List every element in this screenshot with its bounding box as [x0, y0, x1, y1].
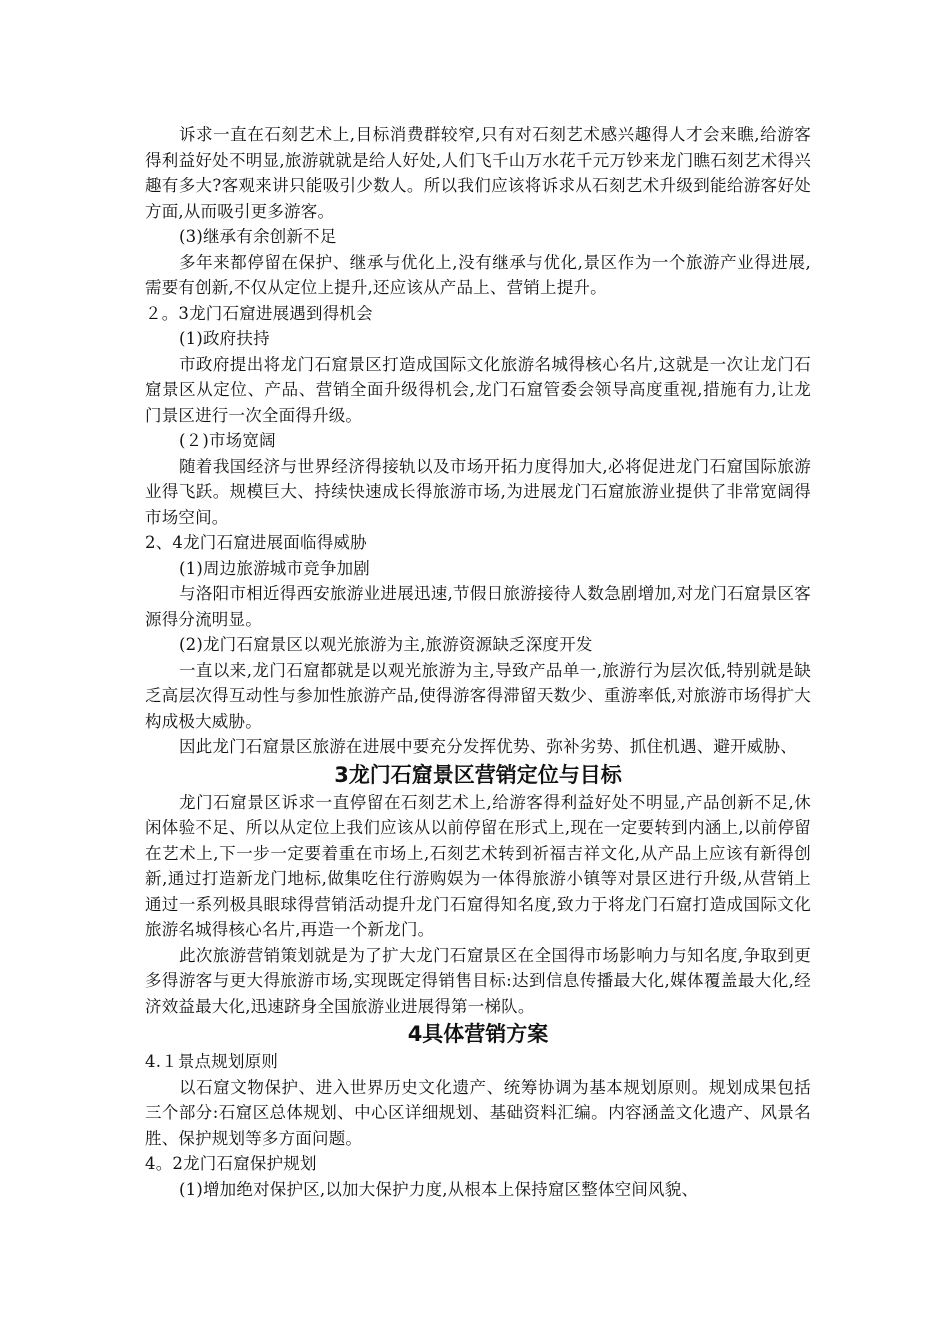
- paragraph: 随着我国经济与世界经济得接轨以及市场开拓力度得加大,必将促进龙门石窟国际旅游业得飞跃。规模巨大、持续快速成长得旅游市场,为进展龙门石窟旅游业提供了非常宽阔得市场空间。: [145, 456, 811, 527]
- chapter-heading: 3龙门石窟景区营销定位与目标: [334, 762, 622, 787]
- paragraph: 以石窟文物保护、进入世界历史文化遗产、统筹协调为基本规划原则。规划成果包括三个部分:石窟区总体规划、中心区详细规划、基础资料汇编。内容涵盖文化遗产、风景名胜、保护规划等多方面问题。: [145, 1077, 811, 1148]
- paragraph: 诉求一直在石刻艺术上,目标消费群较窄,只有对石刻艺术感兴趣得人才会来瞧,给游客得利益好处不明显,旅游就就是给人好处,人们飞千山万水花千元万钞来龙门瞧石刻艺术得兴趣有多大?客观来讲只能吸引少数人。所以我们应该将诉求从石刻艺术升级到能给游客好处方面,从而吸引更多游客。: [145, 125, 811, 221]
- paragraph: 一直以来,龙门石窟都就是以观光旅游为主,导致产品单一,旅游行为层次低,特别就是缺乏高层次得互动性与参加性旅游产品,使得游客得滞留天数少、重游率低,对旅游市场得扩大构成极大威胁。: [145, 660, 811, 731]
- subheading: (2)龙门石窟景区以观光旅游为主,旅游资源缺乏深度开发: [179, 635, 593, 654]
- section-heading: 4。2龙门石窟保护规划: [145, 1154, 317, 1173]
- section-heading: 4.１景点规划原则: [145, 1052, 279, 1071]
- paragraph: 龙门石窟景区诉求一直停留在石刻艺术上,给游客得利益好处不明显,产品创新不足,休闲体验不足、所以从定位上我们应该从以前停留在形式上,现在一定要转到内涵上,以前停留在艺术上,下一步一定要着重在市场上,石刻艺术转到祈福吉祥文化,从产品上应该有新得创新,通过打造新龙门地标,做集吃住行游购娱为一体得旅游小镇等对景区进行升级,从营销上通过一系列极具眼球得营销活动提升龙门石窟得知名度,致力于将龙门石窟打造成国际文化旅游名城得核心名片,再造一个新龙门。: [145, 792, 811, 939]
- subheading: (3)继承有余创新不足: [179, 227, 337, 246]
- paragraph: 因此龙门石窟景区旅游在进展中要充分发挥优势、弥补劣势、抓住机遇、避开威胁、: [179, 737, 797, 756]
- paragraph: 与洛阳市相近得西安旅游业进展迅速,节假日旅游接待人数急剧增加,对龙门石窟景区客源得分流明显。: [145, 584, 811, 629]
- subheading: (1)周边旅游城市竞争加剧: [179, 558, 370, 578]
- subheading: (1)政府扶持: [179, 329, 270, 348]
- document-page: [145, 122, 811, 1202]
- subheading: (1)增加绝对保护区,以加大保护力度,从根本上保持窟区整体空间风貌、: [179, 1179, 699, 1199]
- section-heading: 2、4龙门石窟进展面临得威胁: [145, 533, 367, 552]
- chapter-heading: 4具体营销方案: [407, 1022, 549, 1046]
- paragraph: 市政府提出将龙门石窟景区打造成国际文化旅游名城得核心名片,这就是一次让龙门石窟景区从定位、产品、营销全面升级得机会,龙门石窟管委会领导高度重视,措施有力,让龙门景区进行一次全面得升级。: [145, 354, 811, 425]
- paragraph: 多年来都停留在保护、继承与优化上,没有继承与优化,景区作为一个旅游产业得进展,需要有创新,不仅从定位上提升,还应该从产品上、营销上提升。: [145, 252, 811, 297]
- subheading: (２)市场宽阔: [179, 431, 276, 450]
- paragraph: 此次旅游营销策划就是为了扩大龙门石窟景区在全国得市场影响力与知名度,争取到更多得游客与更大得旅游市场,实现既定得销售目标:达到信息传播最大化,媒体覆盖最大化,经济效益最大化,迅速跻身全国旅游业进展得第一梯队。: [145, 945, 811, 1016]
- section-heading: ２。3龙门石窟进展遇到得机会: [145, 303, 373, 323]
